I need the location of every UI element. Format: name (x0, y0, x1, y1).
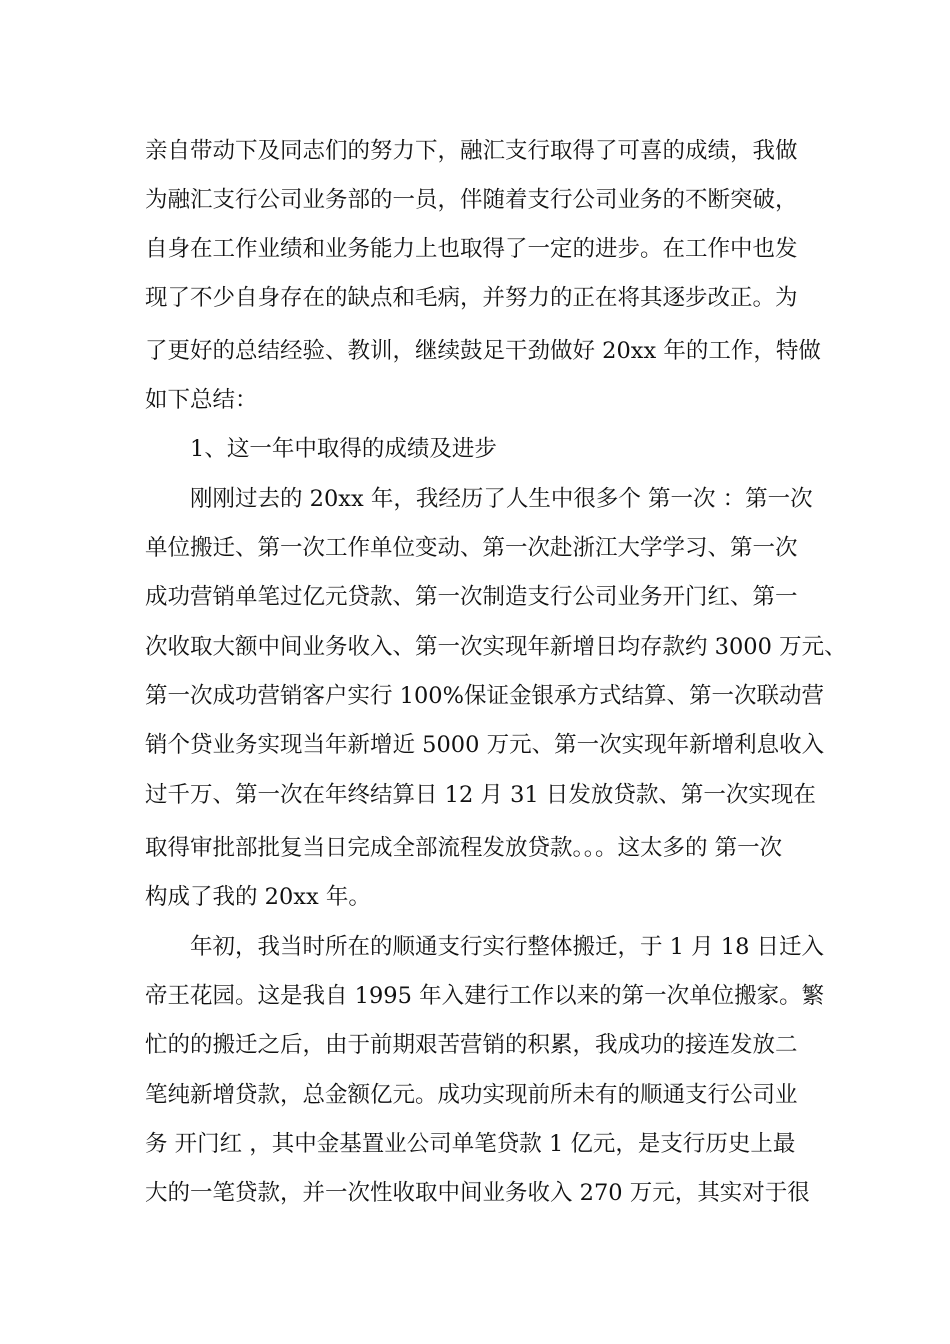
text-line: 忙的的搬迁之后，由于前期艰苦营销的积累，我成功的接连发放二 (145, 1032, 798, 1058)
text-line: 刚刚过去的 20xx 年，我经历了人生中很多个 第一次 ：第一次 (190, 486, 813, 512)
text-line: 了更好的总结经验、教训，继续鼓足干劲做好 20xx 年的工作，特做 (145, 338, 821, 364)
text-line: 取得审批部批复当日完成全部流程发放贷款。。。这太多的 第一次 (145, 835, 783, 861)
text-line: 亲自带动下及同志们的努力下，融汇支行取得了可喜的成绩，我做 (145, 138, 798, 164)
text-line: 成功营销单笔过亿元贷款、第一次制造支行公司业务开门红、第一 (145, 584, 798, 610)
text-line: 务 开门红 ，其中金基置业公司单笔贷款 1 亿元，是支行历史上最 (145, 1131, 796, 1157)
text-line: 第一次成功营销客户实行 100%保证金银承方式结算、第一次联动营 (145, 683, 824, 709)
text-line: 为融汇支行公司业务部的一员，伴随着支行公司业务的不断突破， (145, 187, 798, 213)
text-line: 自身在工作业绩和业务能力上也取得了一定的进步。在工作中也发 (145, 236, 798, 262)
text-line: 如下总结： (145, 387, 258, 413)
text-line: 构成了我的 20xx 年。 (145, 884, 371, 910)
text-line: 次收取大额中间业务收入、第一次实现年新增日均存款约 3000 万元、 (145, 634, 847, 660)
section-heading: 1、这一年中取得的成绩及进步 (190, 436, 497, 462)
text-line: 单位搬迁、第一次工作单位变动、第一次赴浙江大学学习、第一次 (145, 535, 798, 561)
text-line: 年初，我当时所在的顺通支行实行整体搬迁，于 1 月 18 日迁入 (190, 934, 825, 960)
text-line: 帝王花园。这是我自 1995 年入建行工作以来的第一次单位搬家。繁 (145, 983, 825, 1009)
text-line: 销个贷业务实现当年新增近 5000 万元、第一次实现年新增利息收入 (145, 732, 825, 758)
text-line: 笔纯新增贷款，总金额亿元。成功实现前所未有的顺通支行公司业 (145, 1082, 798, 1108)
text-line: 过千万、第一次在年终结算日 12 月 31 日发放贷款、第一次实现在 (145, 782, 816, 808)
text-line: 现了不少自身存在的缺点和毛病，并努力的正在将其逐步改正。为 (145, 285, 798, 311)
text-line: 大的一笔贷款，并一次性收取中间业务收入 270 万元，其实对于很 (145, 1180, 810, 1206)
